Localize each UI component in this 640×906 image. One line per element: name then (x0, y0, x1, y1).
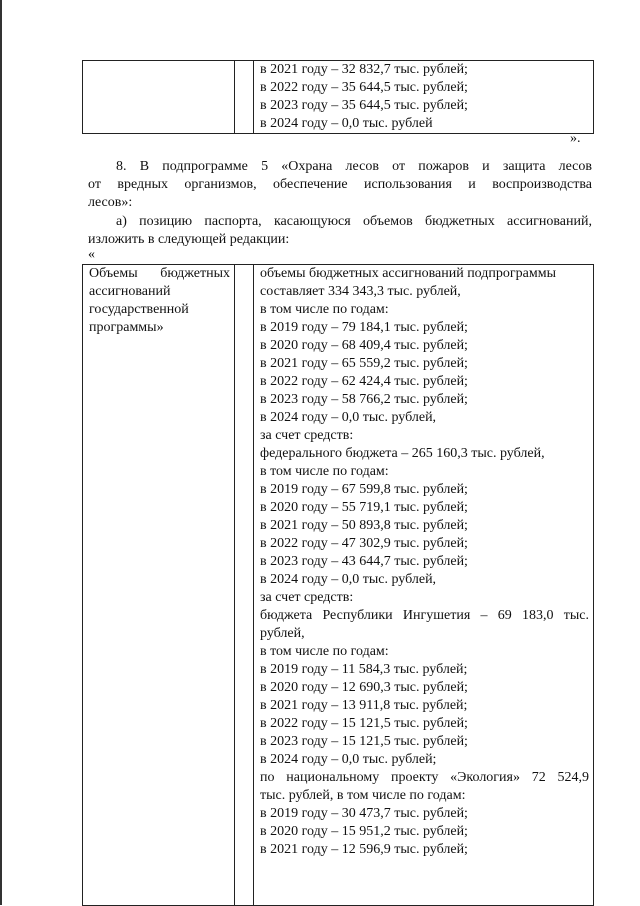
table-line: в 2019 году – 11 584,3 тыс. рублей; (260, 662, 468, 677)
position-label-cell (83, 265, 235, 906)
table-line: в 2022 году – 35 644,5 тыс. рублей; (260, 80, 468, 95)
table-line: объемы бюджетных ассигнований подпрограммы (260, 266, 556, 281)
table-line: в том числе по годам: (260, 302, 389, 317)
table-line: в 2024 году – 0,0 тыс. рублей; (260, 752, 437, 767)
continued-table-label-cell (83, 61, 235, 134)
paragraph-line: лесов»: (88, 195, 133, 210)
table-line: в 2023 году – 35 644,5 тыс. рублей; (260, 98, 468, 113)
table-line: Объемы бюджетных (89, 266, 230, 281)
table-line: в 2024 году – 0,0 тыс. рублей, (260, 572, 437, 587)
table-line: тыс. рублей, в том числе по годам: (260, 788, 466, 803)
table-line: в 2023 году – 43 644,7 тыс. рублей; (260, 554, 468, 569)
table-line: в том числе по годам: (260, 464, 389, 479)
table-line: по национальному проекту «Экология» 72 524,9 (260, 770, 589, 785)
paragraph-line: изложить в следующей редакции: (88, 232, 290, 247)
position-value-cell (254, 265, 594, 906)
table-line: за счет средств: (260, 428, 354, 443)
opening-quote: « (88, 247, 95, 262)
table-line: в 2023 году – 58 766,2 тыс. рублей; (260, 392, 468, 407)
continued-table-value-cell (254, 61, 594, 134)
table-line: в 2023 году – 15 121,5 тыс. рублей; (260, 734, 468, 749)
paragraph-line: а) позицию паспорта, касающуюся объемов бюджетных ассигнований, (116, 214, 592, 229)
table-line: за счет средств: (260, 590, 354, 605)
table-line: ассигнований (89, 284, 171, 299)
table-line: в 2021 году – 50 893,8 тыс. рублей; (260, 518, 468, 533)
item-8-paragraph (88, 158, 592, 212)
table-line: в 2020 году – 55 719,1 тыс. рублей; (260, 500, 468, 515)
table-line: в 2021 году – 13 911,8 тыс. рублей; (260, 698, 468, 713)
table-line: в 2020 году – 15 951,2 тыс. рублей; (260, 824, 468, 839)
spacer-cell (235, 265, 254, 906)
table-line: в 2021 году – 65 559,2 тыс. рублей; (260, 356, 468, 371)
paragraph-line: от вредных организмов, обеспечение использования и воспроизводства (88, 177, 592, 192)
table-line: бюджета Республики Ингушетия – 69 183,0 тыс. (260, 608, 589, 623)
paragraph-line: 8. В подпрограмме 5 «Охрана лесов от пожаров и защита лесов (116, 159, 592, 174)
budget-allocations-table (82, 264, 594, 906)
table-line: в 2019 году – 67 599,8 тыс. рублей; (260, 482, 468, 497)
table-line: в 2019 году – 30 473,7 тыс. рублей; (260, 806, 468, 821)
table-line: в 2024 году – 0,0 тыс. рублей, (260, 410, 437, 425)
table-line: в 2020 году – 68 409,4 тыс. рублей; (260, 338, 468, 353)
table-line: в 2021 году – 12 596,9 тыс. рублей; (260, 842, 468, 857)
table-line: в 2019 году – 79 184,1 тыс. рублей; (260, 320, 468, 335)
table-line: рублей, (260, 626, 305, 641)
table-line: составляет 334 343,3 тыс. рублей, (260, 284, 461, 299)
table-line: программы» (89, 320, 164, 335)
continued-table-spacer-cell (235, 61, 254, 134)
continued-budget-table (82, 60, 594, 134)
table-line: в 2022 году – 47 302,9 тыс. рублей; (260, 536, 468, 551)
item-a-paragraph (88, 213, 592, 249)
closing-quote: ». (570, 131, 581, 146)
table-line: в 2020 году – 12 690,3 тыс. рублей; (260, 680, 468, 695)
table-line: в том числе по годам: (260, 644, 389, 659)
table-line: в 2022 году – 15 121,5 тыс. рублей; (260, 716, 468, 731)
table-line: в 2022 году – 62 424,4 тыс. рублей; (260, 374, 468, 389)
page-left-edge (0, 0, 2, 905)
table-line: в 2021 году – 32 832,7 тыс. рублей; (260, 62, 468, 77)
table-line: в 2024 году – 0,0 тыс. рублей (260, 116, 433, 131)
table-line: государственной (89, 302, 189, 317)
table-line: федерального бюджета – 265 160,3 тыс. рублей, (260, 446, 545, 461)
